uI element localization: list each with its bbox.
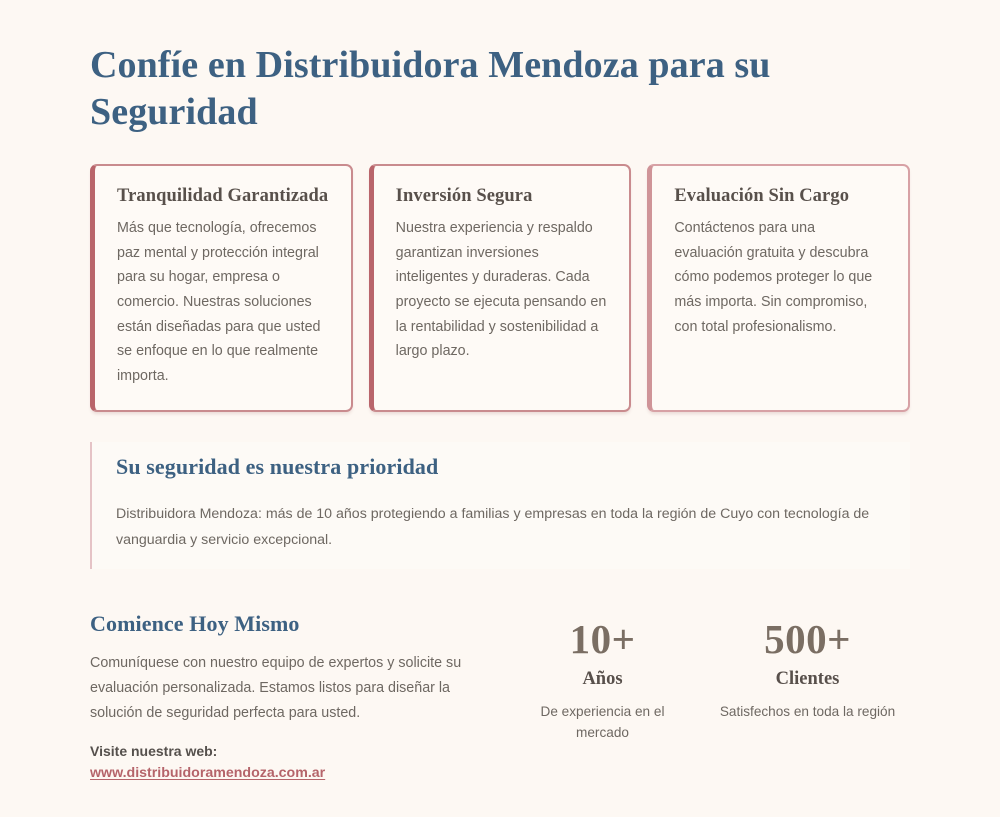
feature-card-tranquilidad (90, 164, 353, 412)
stat-label: Clientes (775, 669, 840, 690)
priority-callout-title: Su seguridad es nuestra prioridad (116, 454, 439, 480)
stat-years (500, 615, 705, 744)
feature-card-title: Evaluación Sin Cargo (674, 186, 850, 207)
feature-card-body: Nuestra experiencia y respaldo garantizan inversiones inteligentes y duraderas. Cada proyecto se ejecuta pensando en la rentabilidad y sostenibilidad a largo plazo. (395, 220, 607, 360)
stat-number: 10+ (569, 615, 636, 662)
stat-number: 500+ (764, 615, 851, 662)
priority-callout-text: Distribuidora Mendoza: más de 10 años protegiendo a familias y empresas en toda la región de Cuyo con tecnología de vanguardia y servicio excepcional. (116, 506, 870, 548)
stats-column (490, 611, 910, 744)
feature-card-inversion (369, 164, 632, 412)
feature-cards-row (90, 164, 910, 412)
cta-text: Comuníquese con nuestro equipo de expertos y solicite su evaluación personalizada. Estamos listos para diseñar la solución de seguridad perfecta para usted. (90, 654, 462, 721)
feature-card-title: Tranquilidad Garantizada (117, 186, 329, 207)
cta-title: Comience Hoy Mismo (90, 610, 300, 636)
priority-callout (90, 442, 910, 569)
stat-clients (705, 615, 910, 744)
bottom-section (90, 611, 910, 783)
feature-card-title: Inversión Segura (395, 186, 533, 207)
page-title: Confíe en Distribuidora Mendoza para su Seguridad (90, 44, 771, 134)
stat-description: De experiencia en el mercado (540, 704, 665, 741)
stat-label: Años (582, 669, 623, 690)
cta-column (90, 611, 490, 783)
feature-card-body: Más que tecnología, ofrecemos paz mental y protección integral para su hogar, empresa o comercio. Nuestras soluciones están diseñadas para que usted se enfoque en lo que realmente importa. (117, 220, 321, 384)
cta-website-link[interactable]: www.distribuidoramendoza.com.ar (90, 765, 326, 782)
feature-card-evaluacion (647, 164, 910, 412)
stat-description: Satisfechos en toda la región (719, 704, 896, 720)
cta-web-label: Visite nuestra web: (90, 743, 218, 760)
feature-card-body: Contáctenos para una evaluación gratuita y descubra cómo podemos proteger lo que más importa. Sin compromiso, con total profesionalismo. (674, 220, 873, 335)
